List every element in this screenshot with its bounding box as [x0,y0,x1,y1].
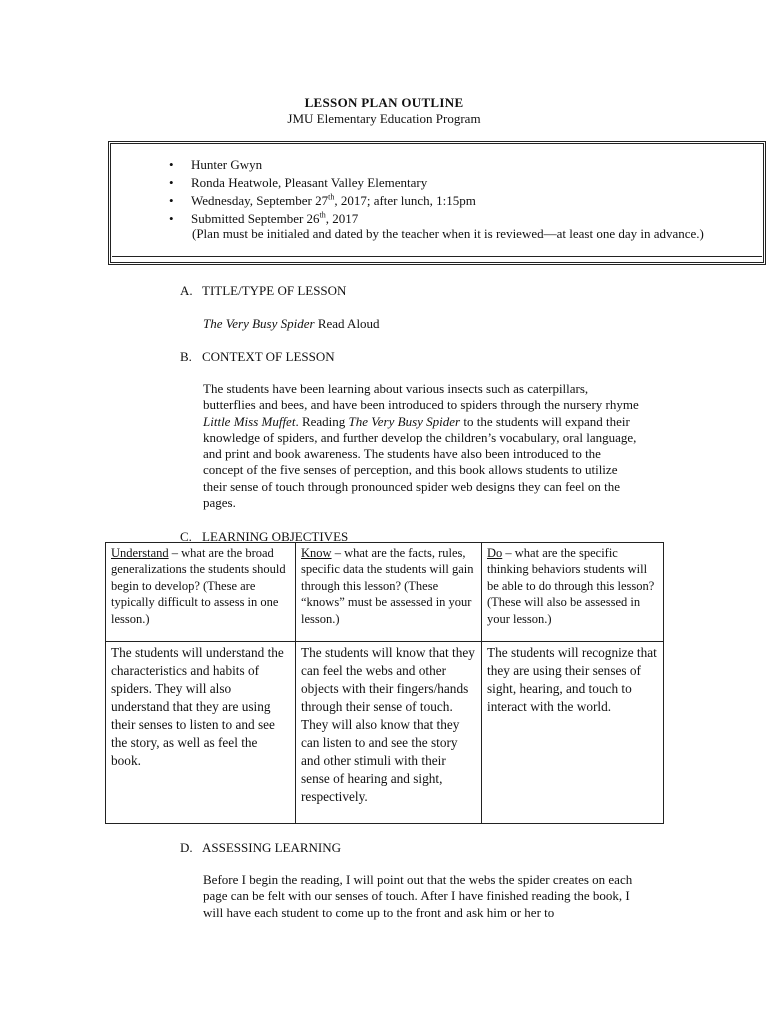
lesson-date-rest: , 2017; after lunch, 1:15pm [334,193,476,208]
book-title: The Very Busy Spider [203,316,315,331]
teacher-school: • Ronda Heatwole, Pleasant Valley Elementary [169,174,476,192]
info-list [169,156,476,228]
understand-content: The students will understand the characteristics and habits of spiders. They will also understand that they are using their senses to listen to and see the story, as well as feel the book. [106,642,296,824]
info-box [108,141,766,265]
table-row [106,543,664,642]
lesson-date-main: Wednesday, September 27 [191,193,329,208]
do-key: Do [487,546,503,560]
section-a-letter: A. [180,283,193,298]
lesson-type: Read Aloud [314,316,380,331]
book-title-inline: The Very Busy Spider [348,413,461,429]
section-c-title: LEARNING OBJECTIVES [202,529,349,544]
assessment-paragraph: Before I begin the reading, I will point out that the webs the spider creates on each page can be felt with our senses of touch. After I have finished reading the book, I will have each student to come up to the front and ask him or her to [203,872,633,920]
section-a-heading [180,283,346,299]
context-text-3: to the students will expand their knowledge of spiders, and further develop the children’s vocabulary, oral language, and print and book awareness. The students have also been introduced to the concept of the five senses of perception, and this book allows students to utilize their sense of touch through pronounced spider web designs they can feel on the pages. [203,413,637,511]
section-c-letter: C. [180,529,192,544]
learning-objectives-table [105,542,664,824]
lesson-date-suffix: th [328,192,335,202]
context-paragraph [203,381,643,511]
rhyme-title: Little Miss Muffet [203,413,296,429]
context-text-1: The students have been learning about various insects such as caterpillars, butterflies and bees, and have been introduced to spiders through the nursery rhyme [203,381,639,413]
submitted-date-suffix: th [319,210,326,220]
know-key: Know [301,546,332,560]
student-name: • Hunter Gwyn [169,156,476,174]
context-text-2: . Reading [295,413,349,429]
document-title: LESSON PLAN OUTLINE [304,95,464,110]
lesson-title [203,316,643,332]
section-b-heading [180,349,335,365]
section-d-heading [180,840,341,856]
do-content: The students will recognize that they are using their senses of sight, hearing, and touch to interact with the world. [482,642,664,824]
section-d-letter: D. [180,840,193,855]
understand-key: Understand [111,546,169,560]
section-b-letter: B. [180,349,192,364]
section-d-title: ASSESSING LEARNING [202,840,342,855]
understand-prompt: – what are the broad generalizations the students should begin to develop? (These are typically difficult to assess in one lesson.) [111,546,286,626]
understand-header [106,543,296,642]
do-header [482,543,664,642]
section-a-title: TITLE/TYPE OF LESSON [202,283,347,298]
section-b-title: CONTEXT OF LESSON [202,349,335,364]
program-subtitle: JMU Elementary Education Program [287,111,481,126]
lesson-date [169,192,476,210]
table-row [106,642,664,824]
submitted-date-main: Submitted September 26 [191,211,320,226]
know-header [296,543,482,642]
do-prompt: – what are the specific thinking behaviors students will be able to do through this lesson? (These will also be assessed in your lesson.) [487,546,655,626]
know-content: The students will know that they can feel the webs and other objects with their fingers/hands through their sense of touch. They will also know that they can listen to and see the story and other stimuli with their sense of hearing and sight, respectively. [296,642,482,824]
know-prompt: – what are the facts, rules, specific data the students will gain through this lesson? (These “knows” must be assessed in your lesson.) [301,546,474,626]
submitted-date-rest: , 2017 [325,211,359,226]
review-note: (Plan must be initialed and dated by the teacher when it is reviewed—at least one day in advance.) [192,226,704,241]
